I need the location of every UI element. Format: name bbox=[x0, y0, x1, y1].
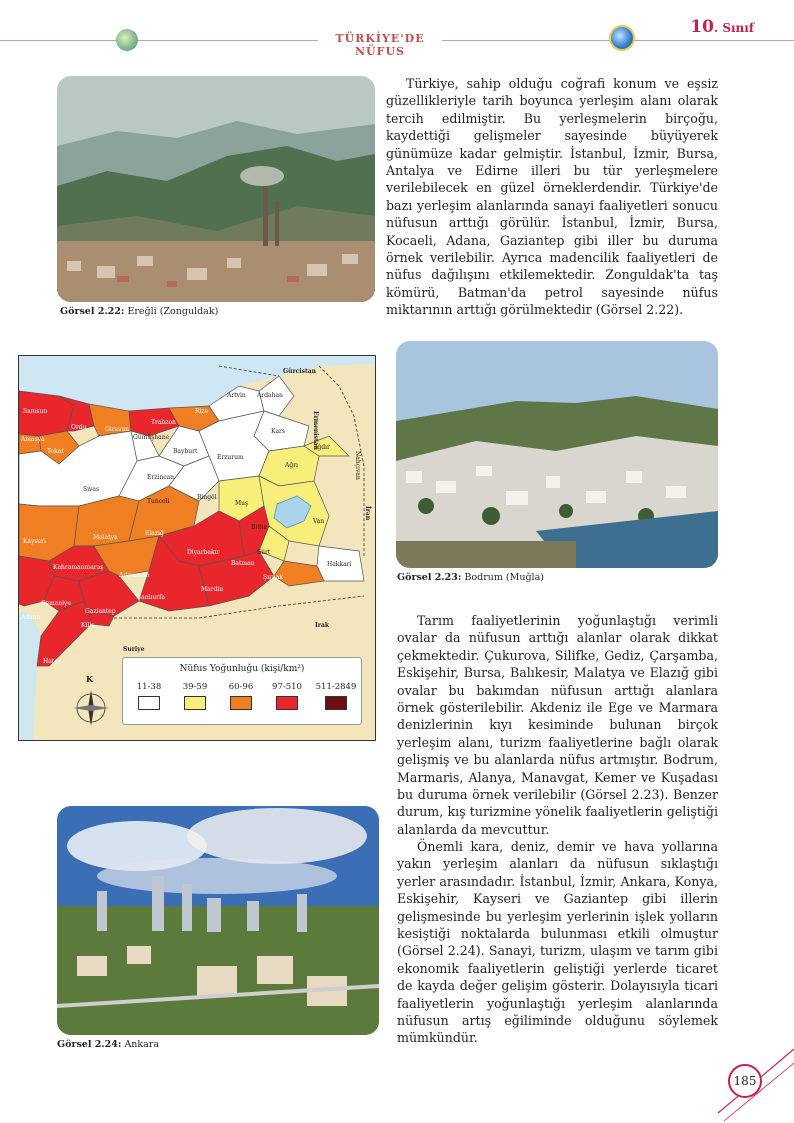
province-label: Muş bbox=[235, 500, 249, 507]
province-label: Ardahan bbox=[257, 392, 283, 399]
legend-label: 97-510 bbox=[272, 682, 302, 692]
province-label: Kahramanmaraş bbox=[53, 564, 104, 571]
province-label: Gümüşhane bbox=[133, 434, 170, 441]
legend-label: 39-59 bbox=[182, 682, 208, 692]
paragraph-text: Türkiye, sahip olduğu coğrafi konum ve eşsiz güzellikleriyle tarih boyunca yerleşim alanı olarak tercih edilmiştir. Bu yerleşmelerin birçoğu, kaydettiği gelişmeler sayesinde büyüyerek günümüze kadar gelmiştir. İstanbul, İzmir, Bursa, Antalya ve Edirne illeri bu tür yerleşmelere verilebilecek en güzel örneklerdendir. Türkiye'de bazı yerleşim alanlarında sanayi faaliyetleri sonucu nüfusun arttığı görülür. İstanbul, İzmir, Bursa, Kocaeli, Adana, Gaziantep gibi iller bu duruma örnek verilebilir. Ayrıca madencilik faaliyetleri de nüfus dağılışını etkilemektedir. Zonguldak'ta taş kömürü, Batman'da petrol sayesinde nüfus miktarının arttığı görülmektedir (Görsel 2.22). bbox=[386, 76, 718, 318]
province-label: Rize bbox=[195, 408, 209, 415]
grade-number: 10 bbox=[690, 17, 714, 37]
paragraph-3 bbox=[397, 838, 718, 1047]
province-label: Sivas bbox=[83, 486, 100, 493]
province-label: Tunceli bbox=[147, 498, 170, 505]
province-label: Adana bbox=[21, 614, 41, 621]
province-label: Şanlıurfa bbox=[137, 594, 165, 601]
paragraph-text: Önemli kara, deniz, demir ve hava yollarına yakın yerleşim alanları da nüfusun sıklaştığı yerler arasındadır. İstanbul, İzmir, Ankara, Konya, Eskişehir, Kayseri ve Gaziantep gibi illerin gelişmesinde bu yerleşim yerlerinin işlek yolların kesiştiği noktalarda bulunması etkili olmuştur (Görsel 2.24). Sanayi, turizm, ulaşım ve tarım gibi ekonomik faaliyetlerin geliştiği yerlerde ticaret de kayda değer gelişim gösterir. Dolayısıyla ticari faaliyetlerin yoğunlaştığı yerleşim alanlarında nüfusun artış eğiliminde olduğunu söylemek mümkündür. bbox=[397, 839, 718, 1046]
province-label: Şırnak bbox=[263, 574, 283, 581]
province-label: Trabzon bbox=[151, 419, 176, 426]
paragraph-1 bbox=[386, 75, 718, 319]
grade-suffix: . Sınıf bbox=[713, 21, 754, 35]
legend-label: 511-2849 bbox=[315, 682, 357, 692]
legend-title: Nüfus Yoğunluğu (kişi/km²) bbox=[179, 664, 305, 674]
legend-item bbox=[221, 682, 261, 710]
province-label: Kars bbox=[271, 428, 286, 435]
province-label: Malatya bbox=[93, 534, 118, 541]
header-title: TÜRKİYE'DE NÜFUS bbox=[318, 32, 442, 58]
photo-eregli-image bbox=[57, 76, 375, 302]
province-label: Elazığ bbox=[145, 530, 164, 537]
province-label: Hakkari bbox=[327, 561, 352, 568]
province-label: Ordu bbox=[71, 424, 87, 431]
photo-bodrum-image bbox=[396, 341, 718, 568]
caption-text: Bodrum (Muğla) bbox=[461, 572, 544, 583]
province-label: Bitlis bbox=[251, 524, 267, 531]
caption-label: Görsel 2.22: bbox=[60, 306, 125, 317]
caption-2-22 bbox=[60, 306, 218, 317]
map-country-label: Irak bbox=[315, 622, 330, 629]
province-label: Mardin bbox=[201, 586, 224, 593]
compass-north-label: K bbox=[86, 674, 93, 684]
province-label: Erzincan bbox=[147, 474, 174, 481]
province-label: Kilis bbox=[81, 622, 95, 629]
legend-item bbox=[313, 682, 359, 710]
paragraph-text: Tarım faaliyetlerinin yoğunlaştığı verimli ovalar da nüfusun arttığı alanlar olarak dikkat çekmektedir. Çukurova, Silifke, Gediz, Çarşamba, Eskişehir, Bursa, Balıkesir, Malatya ve Elazığ gibi ovalar bu bakımdan nüfusun arttığı alanlara örnek gösterilebilir. Akdeniz ile Ege ve Marmara denizlerinin kıyı kesiminde bulunan birçok yerleşim alanı, turizm faaliyetlerine bağlı olarak gelişmiş ve bu alanlarda nüfus artmıştır. Bodrum, Marmaris, Alanya, Manavgat, Kemer ve Kuşadası bu duruma örnek verilebilir (Görsel 2.23). Benzer durum, kış turizmine yönelik faaliyetlerin geliştiği alanlarda da mevcuttur. bbox=[397, 613, 718, 837]
page-number: 185 bbox=[728, 1064, 762, 1098]
legend-item bbox=[129, 682, 169, 710]
caption-2-23 bbox=[397, 572, 544, 583]
caption-label: Görsel 2.24: bbox=[57, 1039, 122, 1050]
legend-swatch bbox=[184, 696, 206, 710]
map-country-label: İran bbox=[364, 506, 371, 521]
legend-item bbox=[175, 682, 215, 710]
province-label: Giresun bbox=[105, 426, 129, 433]
province-label: Siirt bbox=[257, 549, 271, 556]
photo-bodrum bbox=[396, 341, 718, 568]
grade-label bbox=[690, 17, 754, 37]
province-label: Bayburt bbox=[173, 448, 198, 455]
legend-item bbox=[267, 682, 307, 710]
map-country-label: Gürcistan bbox=[283, 368, 316, 375]
caption-text: Ankara bbox=[121, 1039, 160, 1050]
province-label: Iğdır bbox=[315, 444, 330, 451]
legend-swatch bbox=[138, 696, 160, 710]
caption-label: Görsel 2.23: bbox=[397, 572, 462, 583]
province-label: Bingöl bbox=[197, 494, 217, 501]
province-label: Batman bbox=[231, 560, 255, 567]
caption-2-24 bbox=[57, 1039, 159, 1050]
map-legend bbox=[122, 657, 362, 725]
province-label: Artvin bbox=[227, 392, 246, 399]
province-label: Gaziantep bbox=[85, 608, 116, 615]
province-label: Hatay bbox=[43, 658, 62, 665]
globe-icon bbox=[611, 27, 633, 49]
province-label: Van bbox=[313, 518, 325, 525]
province-label: Erzurum bbox=[217, 454, 244, 461]
legend-swatch bbox=[325, 696, 347, 710]
province-label: Diyarbakır bbox=[187, 549, 220, 556]
legend-label: 11-38 bbox=[136, 682, 162, 692]
province-label: Kayseri bbox=[23, 538, 46, 545]
province-label: Tokat bbox=[47, 448, 64, 455]
legend-swatch bbox=[230, 696, 252, 710]
photo-eregli bbox=[57, 76, 375, 302]
legend-swatch bbox=[276, 696, 298, 710]
photo-ankara-image bbox=[57, 806, 379, 1035]
paragraph-2 bbox=[397, 612, 718, 838]
province-label: Samsun bbox=[23, 408, 48, 415]
province-label: Adıyaman bbox=[119, 572, 150, 579]
caption-text: Ereğli (Zonguldak) bbox=[124, 306, 219, 317]
map-country-label: Suriye bbox=[123, 646, 145, 653]
legend-label: 60-96 bbox=[228, 682, 254, 692]
province-label: Osmaniye bbox=[41, 600, 71, 607]
globe-icon bbox=[116, 29, 138, 51]
photo-ankara bbox=[57, 806, 379, 1035]
map-country-label: Nahçıvan bbox=[354, 451, 361, 480]
map-country-label: Ermenistan bbox=[312, 411, 319, 450]
province-label: Ağrı bbox=[285, 462, 298, 469]
province-label: Amasya bbox=[21, 436, 45, 443]
